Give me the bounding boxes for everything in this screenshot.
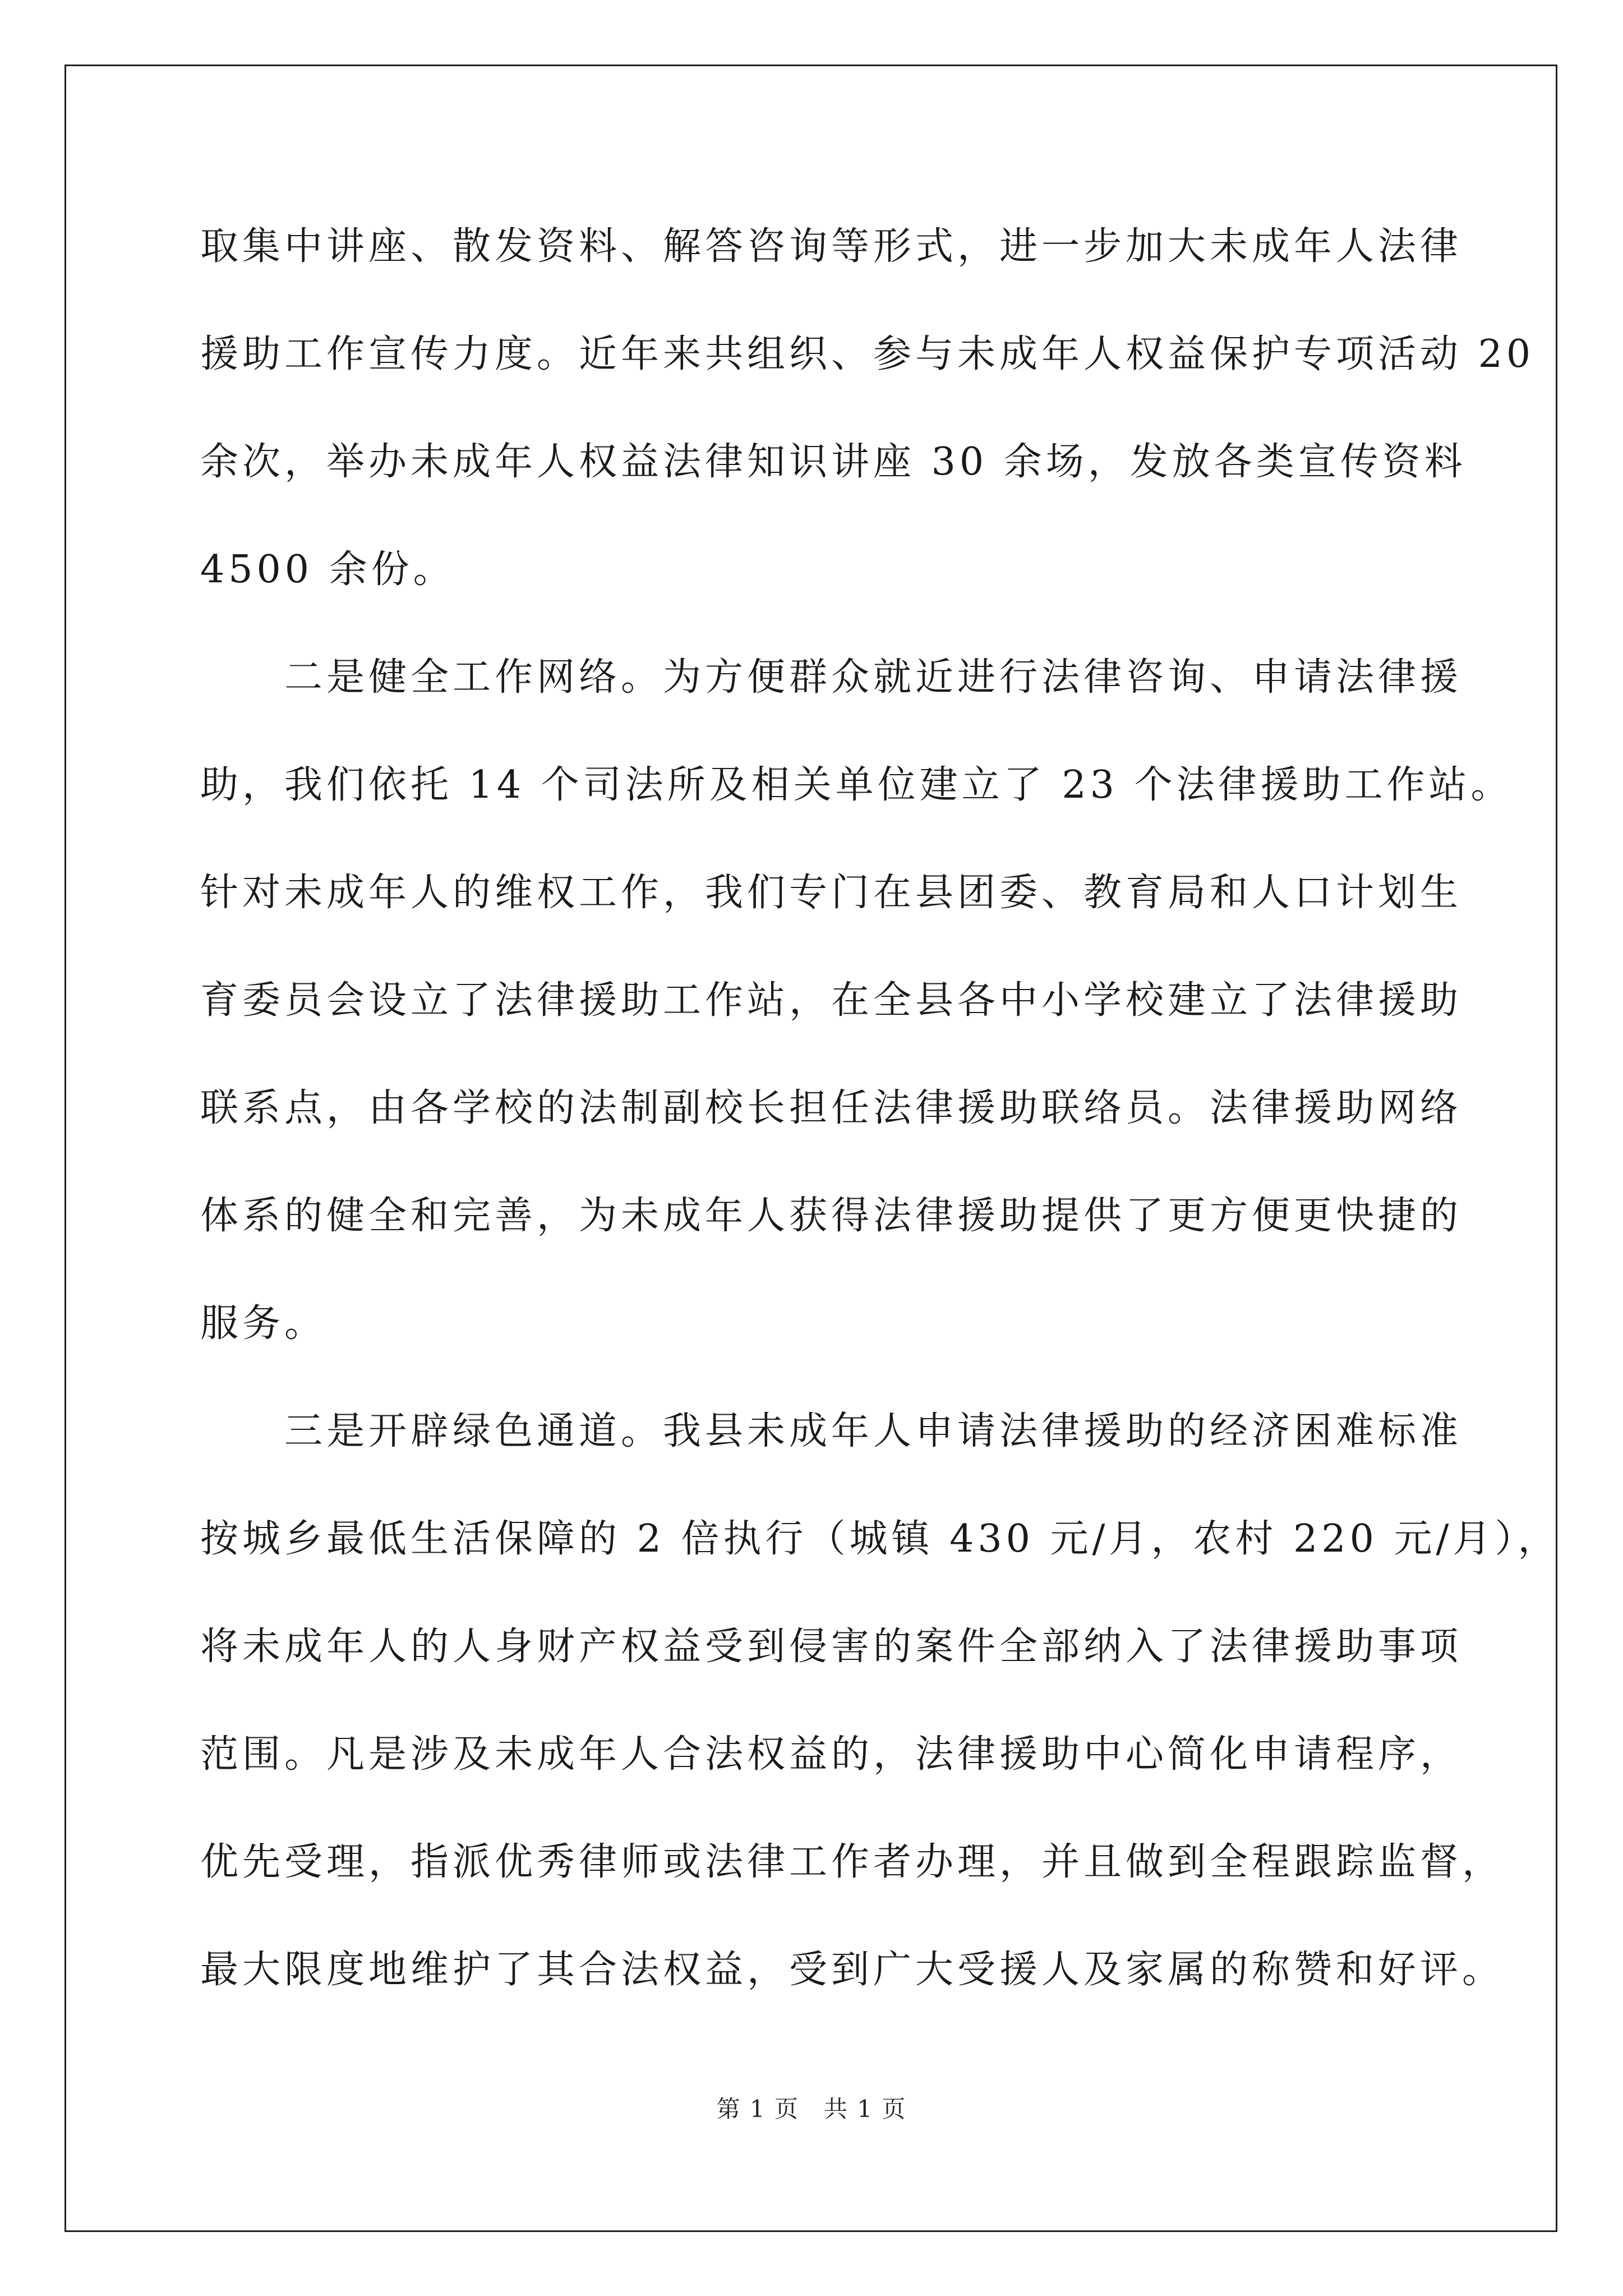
page-number-footer: 第 1 页 共 1 页 <box>716 2095 907 2123</box>
text-line: 按城乡最低生活保障的 2 倍执行（城镇 430 元/月，农村 220 元/月）， <box>200 1517 1560 1561</box>
text-line: 助，我们依托 14 个司法所及相关单位建立了 23 个法律援助工作站。 <box>200 763 1513 807</box>
text-line: 联系点，由各学校的法制副校长担任法律援助联络员。法律援助网络 <box>200 1086 1463 1130</box>
text-line: 4500 余份。 <box>200 547 455 592</box>
text-line: 最大限度地维护了其合法权益，受到广大受援人及家属的称赞和好评。 <box>200 1948 1505 1992</box>
text-line: 服务。 <box>200 1301 327 1346</box>
paragraph-start-line: 二是健全工作网络。为方便群众就近进行法律咨询、申请法律援 <box>284 655 1463 700</box>
text-line: 援助工作宣传力度。近年来共组织、参与未成年人权益保护专项活动 20 <box>200 332 1535 376</box>
text-line: 范围。凡是涉及未成年人合法权益的，法律援助中心简化申请程序， <box>200 1732 1463 1777</box>
text-line: 将未成年人的人身财产权益受到侵害的案件全部纳入了法律援助事项 <box>200 1625 1463 1669</box>
paragraph-start-line: 三是开辟绿色通道。我县未成年人申请法律援助的经济困难标准 <box>284 1409 1463 1453</box>
text-line: 针对未成年人的维权工作，我们专门在县团委、教育局和人口计划生 <box>200 871 1463 915</box>
text-line: 取集中讲座、散发资料、解答咨询等形式，进一步加大未成年人法律 <box>200 224 1463 269</box>
document-body <box>200 213 1560 2044</box>
text-line: 体系的健全和完善，为未成年人获得法律援助提供了更方便更快捷的 <box>200 1194 1463 1238</box>
text-line: 优先受理，指派优秀律师或法律工作者办理，并且做到全程跟踪监督， <box>200 1840 1505 1884</box>
text-line: 育委员会设立了法律援助工作站，在全县各中小学校建立了法律援助 <box>200 978 1463 1023</box>
text-line: 余次，举办未成年人权益法律知识讲座 30 余场，发放各类宣传资料 <box>200 440 1467 484</box>
